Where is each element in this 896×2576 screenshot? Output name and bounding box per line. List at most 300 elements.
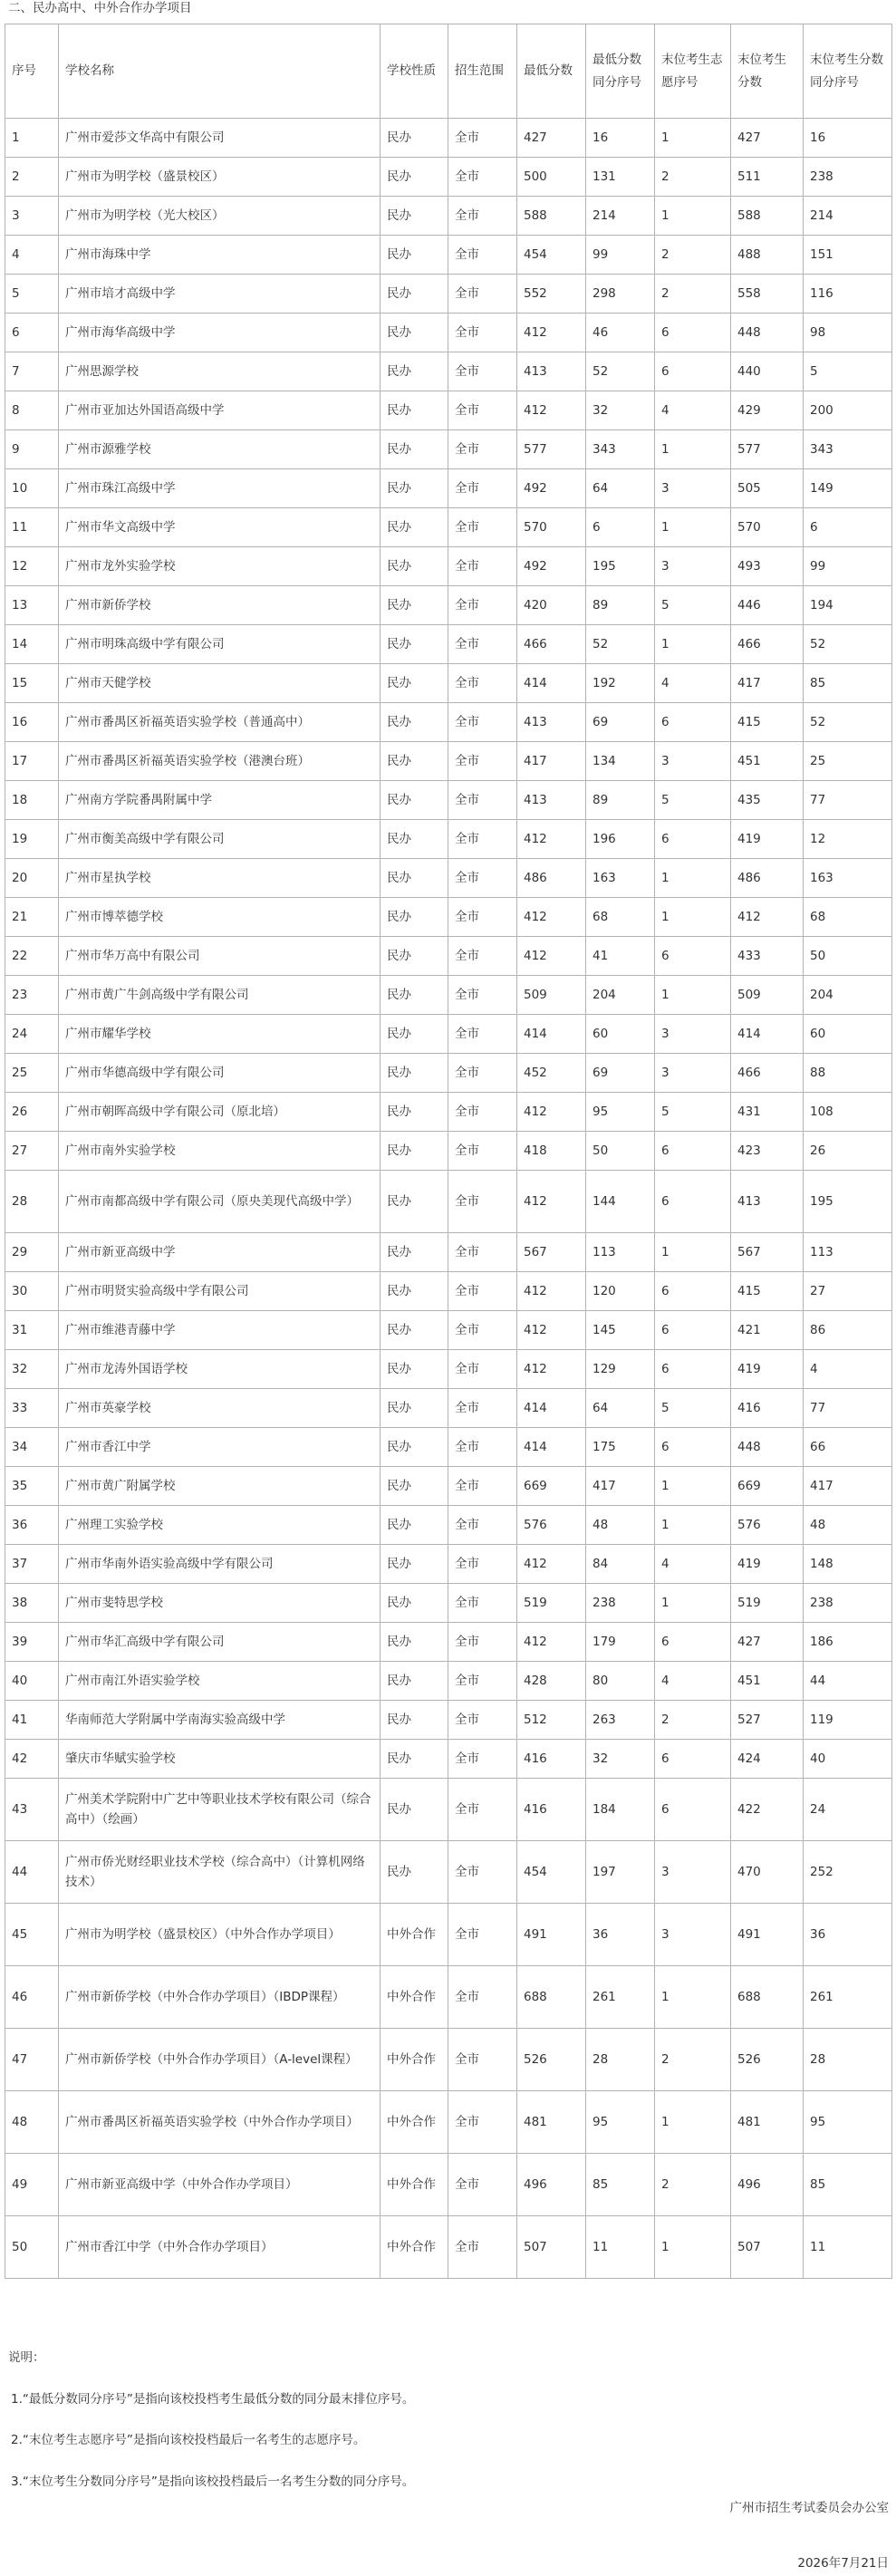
enroll-scope-cell: 全市 <box>448 508 517 547</box>
min-score-rank-cell: 89 <box>586 781 655 820</box>
row-index-cell: 4 <box>5 236 59 275</box>
school-type-cell: 民办 <box>381 1389 448 1428</box>
min-score-cell: 412 <box>517 937 586 976</box>
row-index-cell: 10 <box>5 469 59 508</box>
min-score-rank-cell: 144 <box>586 1171 655 1233</box>
row-index-cell: 8 <box>5 391 59 430</box>
row-index-cell: 23 <box>5 976 59 1015</box>
min-score-cell: 412 <box>517 820 586 859</box>
enroll-scope-cell: 全市 <box>448 1623 517 1662</box>
notes-title: 说明： <box>8 2350 45 2365</box>
min-score-rank-cell: 68 <box>586 898 655 937</box>
min-score-rank-cell: 84 <box>586 1545 655 1584</box>
last-choice-order-cell: 4 <box>655 1662 731 1701</box>
last-score-rank-cell: 68 <box>804 898 892 937</box>
school-type-cell: 中外合作 <box>381 2029 448 2091</box>
last-score-rank-cell: 26 <box>804 1132 892 1171</box>
school-name-cell: 广州市博萃德学校 <box>59 898 381 937</box>
school-name-cell: 广州市衡美高级中学有限公司 <box>59 820 381 859</box>
enroll-scope-cell: 全市 <box>448 2154 517 2216</box>
last-score-cell: 448 <box>731 314 804 352</box>
min-score-cell: 414 <box>517 664 586 703</box>
header-cell: 学校名称 <box>59 24 381 119</box>
last-choice-order-cell: 1 <box>655 625 731 664</box>
school-type-cell: 民办 <box>381 1623 448 1662</box>
last-score-cell: 511 <box>731 158 804 197</box>
last-score-cell: 412 <box>731 898 804 937</box>
header-cell: 序号 <box>5 24 59 119</box>
school-type-cell: 民办 <box>381 1779 448 1841</box>
school-type-cell: 中外合作 <box>381 2216 448 2279</box>
enroll-scope-cell: 全市 <box>448 1779 517 1841</box>
last-score-rank-cell: 417 <box>804 1467 892 1506</box>
min-score-cell: 427 <box>517 119 586 158</box>
table-row <box>5 1779 892 1841</box>
table-row <box>5 236 892 275</box>
school-name-cell: 华南师范大学附属中学南海实验高级中学 <box>59 1701 381 1740</box>
row-index-cell: 17 <box>5 742 59 781</box>
min-score-cell: 414 <box>517 1015 586 1054</box>
last-score-rank-cell: 151 <box>804 236 892 275</box>
row-index-cell: 11 <box>5 508 59 547</box>
enroll-scope-cell: 全市 <box>448 1428 517 1467</box>
table-row <box>5 1467 892 1506</box>
table-row <box>5 625 892 664</box>
enroll-scope-cell: 全市 <box>448 1545 517 1584</box>
last-score-cell: 505 <box>731 469 804 508</box>
issue-date: 2026年7月21日 <box>797 2556 889 2571</box>
school-name-cell: 广州市香江中学（中外合作办学项目） <box>59 2216 381 2279</box>
min-score-rank-cell: 113 <box>586 1233 655 1272</box>
min-score-rank-cell: 41 <box>586 937 655 976</box>
min-score-cell: 428 <box>517 1662 586 1701</box>
last-score-rank-cell: 238 <box>804 158 892 197</box>
row-index-cell: 26 <box>5 1093 59 1132</box>
last-score-rank-cell: 66 <box>804 1428 892 1467</box>
school-name-cell: 广州市源雅学校 <box>59 430 381 469</box>
min-score-cell: 412 <box>517 1272 586 1311</box>
school-type-cell: 民办 <box>381 197 448 236</box>
enroll-scope-cell: 全市 <box>448 1015 517 1054</box>
row-index-cell: 1 <box>5 119 59 158</box>
school-name-cell: 广州市南外实验学校 <box>59 1132 381 1171</box>
last-choice-order-cell: 4 <box>655 664 731 703</box>
min-score-cell: 412 <box>517 1545 586 1584</box>
min-score-rank-cell: 179 <box>586 1623 655 1662</box>
school-name-cell: 广州市英豪学校 <box>59 1389 381 1428</box>
row-index-cell: 29 <box>5 1233 59 1272</box>
last-score-rank-cell: 16 <box>804 119 892 158</box>
enroll-scope-cell: 全市 <box>448 1054 517 1093</box>
min-score-rank-cell: 238 <box>586 1584 655 1623</box>
last-choice-order-cell: 6 <box>655 1171 731 1233</box>
last-score-rank-cell: 252 <box>804 1841 892 1904</box>
school-name-cell: 广州市明贤实验高级中学有限公司 <box>59 1272 381 1311</box>
row-index-cell: 16 <box>5 703 59 742</box>
min-score-cell: 688 <box>517 1966 586 2029</box>
min-score-rank-cell: 214 <box>586 197 655 236</box>
last-choice-order-cell: 1 <box>655 2216 731 2279</box>
row-index-cell: 39 <box>5 1623 59 1662</box>
enroll-scope-cell: 全市 <box>448 586 517 625</box>
table-row <box>5 508 892 547</box>
school-name-cell: 广州市海华高级中学 <box>59 314 381 352</box>
last-choice-order-cell: 4 <box>655 391 731 430</box>
last-score-rank-cell: 25 <box>804 742 892 781</box>
school-name-cell: 广州市华万高中有限公司 <box>59 937 381 976</box>
min-score-cell: 570 <box>517 508 586 547</box>
school-name-cell: 广州市新亚高级中学 <box>59 1233 381 1272</box>
last-score-rank-cell: 40 <box>804 1740 892 1779</box>
enroll-scope-cell: 全市 <box>448 1584 517 1623</box>
row-index-cell: 20 <box>5 859 59 898</box>
row-index-cell: 42 <box>5 1740 59 1779</box>
min-score-rank-cell: 195 <box>586 547 655 586</box>
last-score-cell: 433 <box>731 937 804 976</box>
last-score-cell: 558 <box>731 275 804 314</box>
school-type-cell: 民办 <box>381 1350 448 1389</box>
last-choice-order-cell: 6 <box>655 937 731 976</box>
school-type-cell: 民办 <box>381 820 448 859</box>
school-name-cell: 广州市培才高级中学 <box>59 275 381 314</box>
min-score-cell: 418 <box>517 1132 586 1171</box>
row-index-cell: 18 <box>5 781 59 820</box>
min-score-rank-cell: 64 <box>586 1389 655 1428</box>
table-row <box>5 1904 892 1966</box>
last-choice-order-cell: 6 <box>655 703 731 742</box>
min-score-rank-cell: 261 <box>586 1966 655 2029</box>
school-type-cell: 中外合作 <box>381 2091 448 2154</box>
last-score-cell: 421 <box>731 1311 804 1350</box>
last-choice-order-cell: 6 <box>655 820 731 859</box>
school-type-cell: 民办 <box>381 1171 448 1233</box>
last-choice-order-cell: 6 <box>655 1311 731 1350</box>
row-index-cell: 21 <box>5 898 59 937</box>
school-type-cell: 民办 <box>381 1584 448 1623</box>
row-index-cell: 2 <box>5 158 59 197</box>
min-score-cell: 454 <box>517 236 586 275</box>
last-choice-order-cell: 1 <box>655 1233 731 1272</box>
last-choice-order-cell: 3 <box>655 1054 731 1093</box>
min-score-cell: 412 <box>517 1171 586 1233</box>
school-type-cell: 民办 <box>381 1662 448 1701</box>
school-type-cell: 民办 <box>381 508 448 547</box>
school-name-cell: 广州美术学院附中广艺中等职业技术学校有限公司（综合高中）（绘画） <box>59 1779 381 1841</box>
enroll-scope-cell: 全市 <box>448 1132 517 1171</box>
min-score-cell: 414 <box>517 1428 586 1467</box>
school-type-cell: 民办 <box>381 1428 448 1467</box>
last-score-rank-cell: 77 <box>804 781 892 820</box>
school-name-cell: 广州南方学院番禺附属中学 <box>59 781 381 820</box>
min-score-cell: 412 <box>517 898 586 937</box>
last-score-rank-cell: 99 <box>804 547 892 586</box>
school-type-cell: 民办 <box>381 1841 448 1904</box>
last-score-cell: 493 <box>731 547 804 586</box>
min-score-rank-cell: 163 <box>586 859 655 898</box>
row-index-cell: 5 <box>5 275 59 314</box>
enroll-scope-cell: 全市 <box>448 1311 517 1350</box>
table-row <box>5 158 892 197</box>
min-score-rank-cell: 69 <box>586 703 655 742</box>
table-row <box>5 1311 892 1350</box>
last-score-rank-cell: 86 <box>804 1311 892 1350</box>
last-choice-order-cell: 3 <box>655 1015 731 1054</box>
enroll-scope-cell: 全市 <box>448 2091 517 2154</box>
row-index-cell: 12 <box>5 547 59 586</box>
row-index-cell: 22 <box>5 937 59 976</box>
enroll-scope-cell: 全市 <box>448 1740 517 1779</box>
enroll-scope-cell: 全市 <box>448 1966 517 2029</box>
min-score-cell: 413 <box>517 703 586 742</box>
last-score-cell: 567 <box>731 1233 804 1272</box>
min-score-rank-cell: 343 <box>586 430 655 469</box>
school-name-cell: 广州市星执学校 <box>59 859 381 898</box>
enroll-scope-cell: 全市 <box>448 391 517 430</box>
row-index-cell: 31 <box>5 1311 59 1350</box>
min-score-cell: 486 <box>517 859 586 898</box>
school-type-cell: 民办 <box>381 898 448 937</box>
last-score-rank-cell: 149 <box>804 469 892 508</box>
last-score-rank-cell: 148 <box>804 1545 892 1584</box>
enroll-scope-cell: 全市 <box>448 469 517 508</box>
row-index-cell: 41 <box>5 1701 59 1740</box>
last-score-cell: 576 <box>731 1506 804 1545</box>
row-index-cell: 9 <box>5 430 59 469</box>
min-score-cell: 669 <box>517 1467 586 1506</box>
row-index-cell: 46 <box>5 1966 59 2029</box>
table-body <box>5 119 892 2279</box>
last-score-rank-cell: 200 <box>804 391 892 430</box>
school-name-cell: 广州市为明学校（光大校区） <box>59 197 381 236</box>
last-score-cell: 488 <box>731 236 804 275</box>
enroll-scope-cell: 全市 <box>448 703 517 742</box>
min-score-rank-cell: 69 <box>586 1054 655 1093</box>
row-index-cell: 50 <box>5 2216 59 2279</box>
last-score-rank-cell: 48 <box>804 1506 892 1545</box>
school-type-cell: 民办 <box>381 430 448 469</box>
school-type-cell: 民办 <box>381 625 448 664</box>
enroll-scope-cell: 全市 <box>448 859 517 898</box>
min-score-cell: 414 <box>517 1389 586 1428</box>
min-score-cell: 412 <box>517 391 586 430</box>
enroll-scope-cell: 全市 <box>448 625 517 664</box>
header-cell: 末位考生分数同分序号 <box>804 24 892 119</box>
last-score-cell: 448 <box>731 1428 804 1467</box>
min-score-cell: 412 <box>517 1623 586 1662</box>
min-score-cell: 509 <box>517 976 586 1015</box>
header-cell: 最低分数同分序号 <box>586 24 655 119</box>
min-score-cell: 567 <box>517 1233 586 1272</box>
table-row <box>5 275 892 314</box>
last-choice-order-cell: 2 <box>655 2154 731 2216</box>
note-item: 2.“末位考生志愿序号”是指向该校投档最后一名考生的志愿序号。 <box>11 2433 366 2447</box>
last-choice-order-cell: 1 <box>655 430 731 469</box>
school-name-cell: 广州市天健学校 <box>59 664 381 703</box>
table-row <box>5 2216 892 2279</box>
table-row <box>5 1584 892 1623</box>
last-score-rank-cell: 88 <box>804 1054 892 1093</box>
school-name-cell: 广州理工实验学校 <box>59 1506 381 1545</box>
school-name-cell: 广州市南江外语实验学校 <box>59 1662 381 1701</box>
school-name-cell: 广州市新侨学校（中外合作办学项目）（IBDP课程） <box>59 1966 381 2029</box>
enroll-scope-cell: 全市 <box>448 937 517 976</box>
last-choice-order-cell: 6 <box>655 1740 731 1779</box>
school-type-cell: 民办 <box>381 781 448 820</box>
min-score-rank-cell: 60 <box>586 1015 655 1054</box>
min-score-cell: 420 <box>517 586 586 625</box>
min-score-rank-cell: 80 <box>586 1662 655 1701</box>
enroll-scope-cell: 全市 <box>448 1171 517 1233</box>
school-type-cell: 民办 <box>381 119 448 158</box>
last-choice-order-cell: 5 <box>655 586 731 625</box>
min-score-rank-cell: 6 <box>586 508 655 547</box>
min-score-rank-cell: 95 <box>586 2091 655 2154</box>
school-type-cell: 民办 <box>381 1132 448 1171</box>
school-name-cell: 广州市为明学校（盛景校区）（中外合作办学项目） <box>59 1904 381 1966</box>
min-score-cell: 492 <box>517 469 586 508</box>
min-score-cell: 416 <box>517 1779 586 1841</box>
row-index-cell: 43 <box>5 1779 59 1841</box>
last-score-cell: 417 <box>731 664 804 703</box>
table-row <box>5 1132 892 1171</box>
min-score-rank-cell: 197 <box>586 1841 655 1904</box>
school-name-cell: 广州市番禺区祈福英语实验学校（港澳台班） <box>59 742 381 781</box>
row-index-cell: 35 <box>5 1467 59 1506</box>
last-score-rank-cell: 5 <box>804 352 892 391</box>
last-choice-order-cell: 6 <box>655 1428 731 1467</box>
last-score-cell: 570 <box>731 508 804 547</box>
school-type-cell: 民办 <box>381 314 448 352</box>
last-choice-order-cell: 3 <box>655 547 731 586</box>
last-score-cell: 486 <box>731 859 804 898</box>
enroll-scope-cell: 全市 <box>448 898 517 937</box>
last-choice-order-cell: 2 <box>655 2029 731 2091</box>
enroll-scope-cell: 全市 <box>448 430 517 469</box>
table-row <box>5 1389 892 1428</box>
min-score-cell: 492 <box>517 547 586 586</box>
school-type-cell: 民办 <box>381 469 448 508</box>
school-type-cell: 民办 <box>381 1506 448 1545</box>
table-row <box>5 197 892 236</box>
row-index-cell: 48 <box>5 2091 59 2154</box>
last-choice-order-cell: 3 <box>655 742 731 781</box>
min-score-rank-cell: 196 <box>586 820 655 859</box>
last-score-cell: 419 <box>731 820 804 859</box>
school-type-cell: 民办 <box>381 1272 448 1311</box>
table-row <box>5 898 892 937</box>
table-row <box>5 1054 892 1093</box>
last-score-rank-cell: 52 <box>804 703 892 742</box>
min-score-cell: 576 <box>517 1506 586 1545</box>
school-name-cell: 广州市新侨学校 <box>59 586 381 625</box>
row-index-cell: 49 <box>5 2154 59 2216</box>
table-row <box>5 976 892 1015</box>
table-row <box>5 1233 892 1272</box>
min-score-rank-cell: 32 <box>586 391 655 430</box>
school-name-cell: 广州市侨光财经职业技术学校（综合高中）（计算机网络技术） <box>59 1841 381 1904</box>
school-name-cell: 广州市番禺区祈福英语实验学校（中外合作办学项目） <box>59 2091 381 2154</box>
school-type-cell: 中外合作 <box>381 1966 448 2029</box>
last-score-cell: 440 <box>731 352 804 391</box>
last-score-rank-cell: 261 <box>804 1966 892 2029</box>
last-choice-order-cell: 1 <box>655 1467 731 1506</box>
row-index-cell: 28 <box>5 1171 59 1233</box>
table-row <box>5 1015 892 1054</box>
last-score-rank-cell: 238 <box>804 1584 892 1623</box>
row-index-cell: 14 <box>5 625 59 664</box>
last-score-cell: 427 <box>731 1623 804 1662</box>
table-row <box>5 1428 892 1467</box>
last-choice-order-cell: 2 <box>655 236 731 275</box>
school-name-cell: 广州市耀华学校 <box>59 1015 381 1054</box>
last-choice-order-cell: 1 <box>655 508 731 547</box>
school-type-cell: 民办 <box>381 1545 448 1584</box>
last-score-rank-cell: 195 <box>804 1171 892 1233</box>
enroll-scope-cell: 全市 <box>448 1272 517 1311</box>
table-row <box>5 1171 892 1233</box>
min-score-cell: 491 <box>517 1904 586 1966</box>
table-row <box>5 430 892 469</box>
last-score-rank-cell: 214 <box>804 197 892 236</box>
school-type-cell: 中外合作 <box>381 1904 448 1966</box>
last-choice-order-cell: 5 <box>655 1389 731 1428</box>
school-type-cell: 民办 <box>381 1233 448 1272</box>
last-score-cell: 435 <box>731 781 804 820</box>
school-type-cell: 民办 <box>381 391 448 430</box>
last-score-cell: 496 <box>731 2154 804 2216</box>
note-item: 1.“最低分数同分序号”是指向该校投档考生最低分数的同分最末排位序号。 <box>11 2392 415 2407</box>
school-type-cell: 民办 <box>381 703 448 742</box>
enroll-scope-cell: 全市 <box>448 1467 517 1506</box>
last-choice-order-cell: 3 <box>655 1841 731 1904</box>
last-score-rank-cell: 163 <box>804 859 892 898</box>
last-score-cell: 688 <box>731 1966 804 2029</box>
enroll-scope-cell: 全市 <box>448 1233 517 1272</box>
header-cell: 最低分数 <box>517 24 586 119</box>
last-score-rank-cell: 24 <box>804 1779 892 1841</box>
last-score-cell: 446 <box>731 586 804 625</box>
row-index-cell: 19 <box>5 820 59 859</box>
last-score-cell: 507 <box>731 2216 804 2279</box>
table-row <box>5 703 892 742</box>
row-index-cell: 45 <box>5 1904 59 1966</box>
school-name-cell: 广州市华汇高级中学有限公司 <box>59 1623 381 1662</box>
school-type-cell: 民办 <box>381 937 448 976</box>
last-choice-order-cell: 6 <box>655 1623 731 1662</box>
row-index-cell: 34 <box>5 1428 59 1467</box>
last-score-cell: 466 <box>731 625 804 664</box>
last-score-rank-cell: 204 <box>804 976 892 1015</box>
last-score-cell: 491 <box>731 1904 804 1966</box>
school-name-cell: 广州市爱莎文华高中有限公司 <box>59 119 381 158</box>
note-item: 3.“末位考生分数同分序号”是指向该校投档最后一名考生分数的同分序号。 <box>11 2475 415 2489</box>
last-choice-order-cell: 1 <box>655 2091 731 2154</box>
min-score-rank-cell: 36 <box>586 1904 655 1966</box>
min-score-cell: 481 <box>517 2091 586 2154</box>
section-title: 二、民办高中、中外合作办学项目 <box>8 1 192 15</box>
last-score-cell: 424 <box>731 1740 804 1779</box>
min-score-cell: 519 <box>517 1584 586 1623</box>
school-name-cell: 广州市香江中学 <box>59 1428 381 1467</box>
min-score-cell: 413 <box>517 781 586 820</box>
last-score-cell: 481 <box>731 2091 804 2154</box>
school-name-cell: 广州市斐特思学校 <box>59 1584 381 1623</box>
min-score-rank-cell: 16 <box>586 119 655 158</box>
table-row <box>5 119 892 158</box>
school-type-cell: 民办 <box>381 236 448 275</box>
table-row <box>5 781 892 820</box>
table-row <box>5 820 892 859</box>
